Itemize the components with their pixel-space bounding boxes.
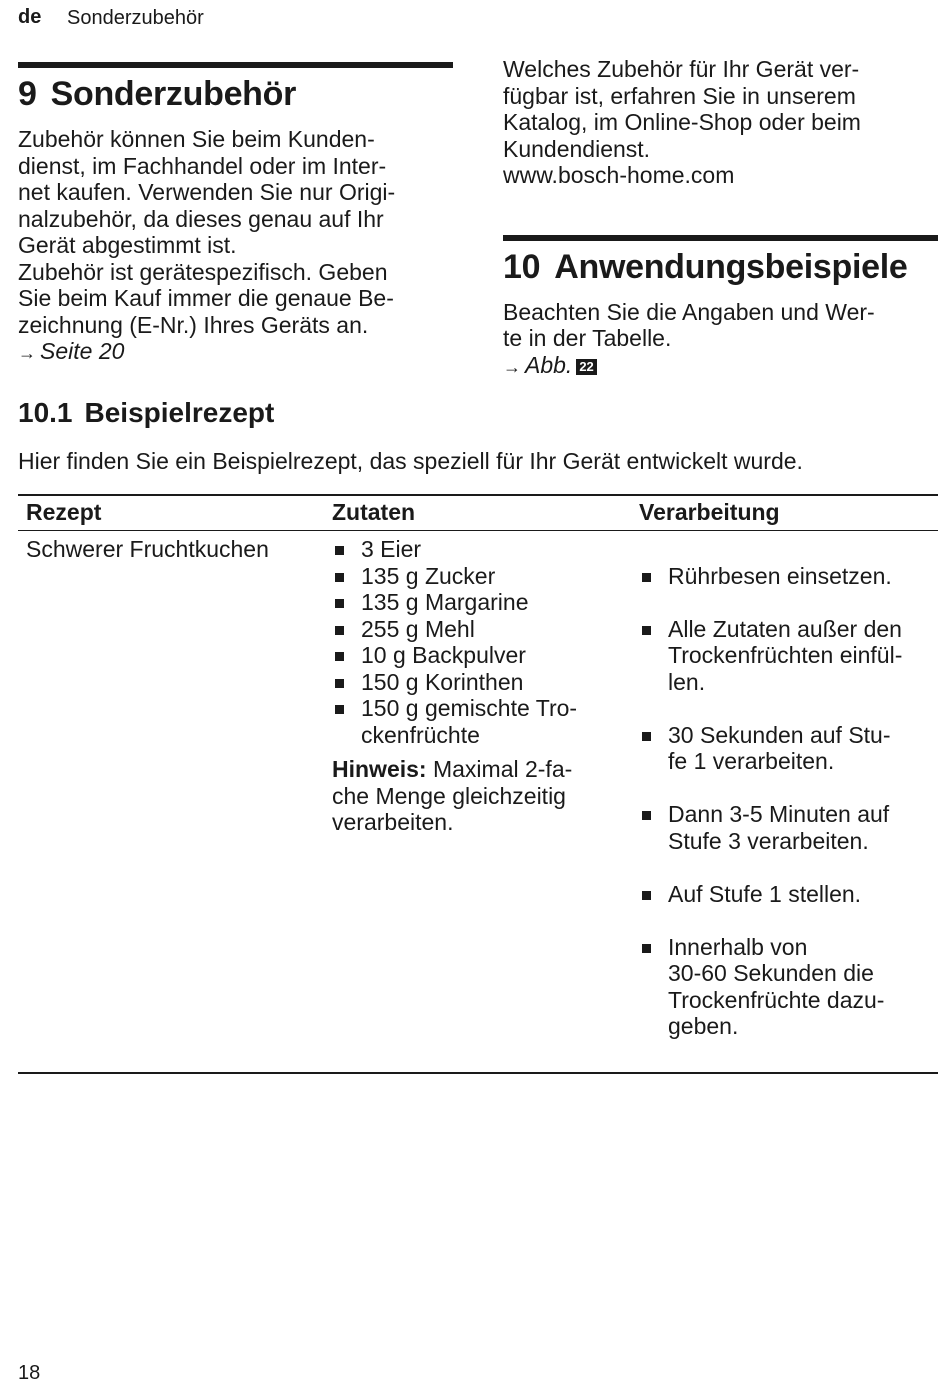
section-10-1-number: 10.1 [18,397,73,428]
section-9-line: nalzubehör, da dieses genau auf Ihr [18,205,384,232]
table-header-ingredients: Zutaten [332,499,416,525]
ingredients-list [332,536,632,748]
processing-cell [632,536,938,1066]
right-column [503,56,938,380]
hint-text-line: che Menge gleichzeitig [332,782,566,809]
table-row [18,531,938,1072]
section-10-line: te in der Tabelle. [503,325,672,351]
table-header-row [18,496,938,530]
arrow-right-icon: → [18,343,36,363]
section-9-line: Gerät abgestimmt ist. [18,232,237,258]
hint-text-line: verarbeiten. [332,809,454,835]
arrow-right-icon: → [503,356,521,377]
catalog-line: fügbar ist, erfahren Sie in unserem [503,82,856,109]
section-9-line: zeichnung (E-Nr.) Ihres Geräts an. [18,311,369,338]
ingredient-item: 10 g Backpulver [332,642,632,669]
section-10-line: Beachten Sie die Angaben und Wer- [503,298,875,325]
website-link[interactable]: www.bosch-home.com [503,162,735,188]
section-10-rule [503,235,938,241]
section-10-1-title: Beispielrezept [84,397,275,428]
processing-step: Auf Stufe 1 stellen. [639,881,938,908]
catalog-line: Welches Zubehör für Ihr Gerät ver- [503,56,860,82]
section-9 [18,62,453,367]
section-9-line: Zubehör können Sie beim Kunden- [18,126,375,152]
section-10-1-heading [18,397,274,429]
processing-step: Innerhalb von 30-60 Sekunden die Trockenfrüchte dazu- geben. [639,934,938,1040]
section-10-figure-reference[interactable] [503,352,938,381]
section-10-reference-text: Abb. [525,351,573,378]
section-10-number: 10 [503,247,541,286]
ingredient-item: 135 g Margarine [332,589,632,616]
section-9-rule [18,62,453,68]
hint-label: Hinweis: [332,756,427,782]
section-10-title: Anwendungsbeispiele [554,247,908,286]
catalog-line: Kundendienst. [503,135,651,162]
page-number: 18 [18,1362,41,1384]
processing-step: Dann 3-5 Minuten auf Stufe 3 verarbeiten. [639,801,938,854]
section-10-heading [503,247,938,287]
section-9-heading [18,74,453,114]
hint-note [332,756,632,836]
catalog-line: Katalog, im Online-Shop oder beim [503,109,861,135]
ingredients-cell [325,536,632,1066]
ingredient-item: 135 g Zucker [332,563,632,590]
header-language: de [18,6,42,28]
processing-steps-list [639,536,938,1066]
processing-step: Alle Zutaten außer den Trockenfrüchten einfül- len. [639,616,938,696]
section-9-line: dienst, im Fachhandel oder im Inter- [18,152,387,179]
section-10-body [503,299,938,381]
table-bottom-rule [18,1072,938,1074]
table-header-recipe: Rezept [26,499,102,525]
processing-step: Rührbesen einsetzen. [639,563,938,590]
ingredient-item: 150 g gemischte Tro- ckenfrüchte [332,695,632,748]
figure-number-badge: 22 [576,359,596,375]
section-9-reference-text: Seite 20 [40,338,125,364]
section-9-line: Zubehör ist gerätespezifisch. Geben [18,258,388,285]
section-9-title: Sonderzubehör [50,75,297,113]
table-header-processing: Verarbeitung [639,499,780,525]
hint-text-line: Maximal 2-fa- [432,756,573,782]
section-9-page-reference[interactable] [18,338,453,367]
ingredient-item: 255 g Mehl [332,616,632,643]
section-10-1-intro: Hier finden Sie ein Beispielrezept, das speziell für Ihr Gerät entwickelt wurde. [18,448,803,474]
section-9-line: net kaufen. Verwenden Sie nur Origi- [18,179,396,205]
accessory-catalog-text [503,56,938,189]
section-9-number: 9 [18,75,37,113]
processing-step: 30 Sekunden auf Stu- fe 1 verarbeiten. [639,722,938,775]
ingredient-item: 150 g Korinthen [332,669,632,696]
ingredient-item: 3 Eier [332,536,632,563]
section-9-line: Sie beim Kauf immer die genaue Be- [18,285,394,311]
header-title: Sonderzubehör [67,7,204,29]
section-9-body [18,126,453,367]
recipe-table [18,494,938,1074]
recipe-name: Schwerer Fruchtkuchen [26,536,269,562]
